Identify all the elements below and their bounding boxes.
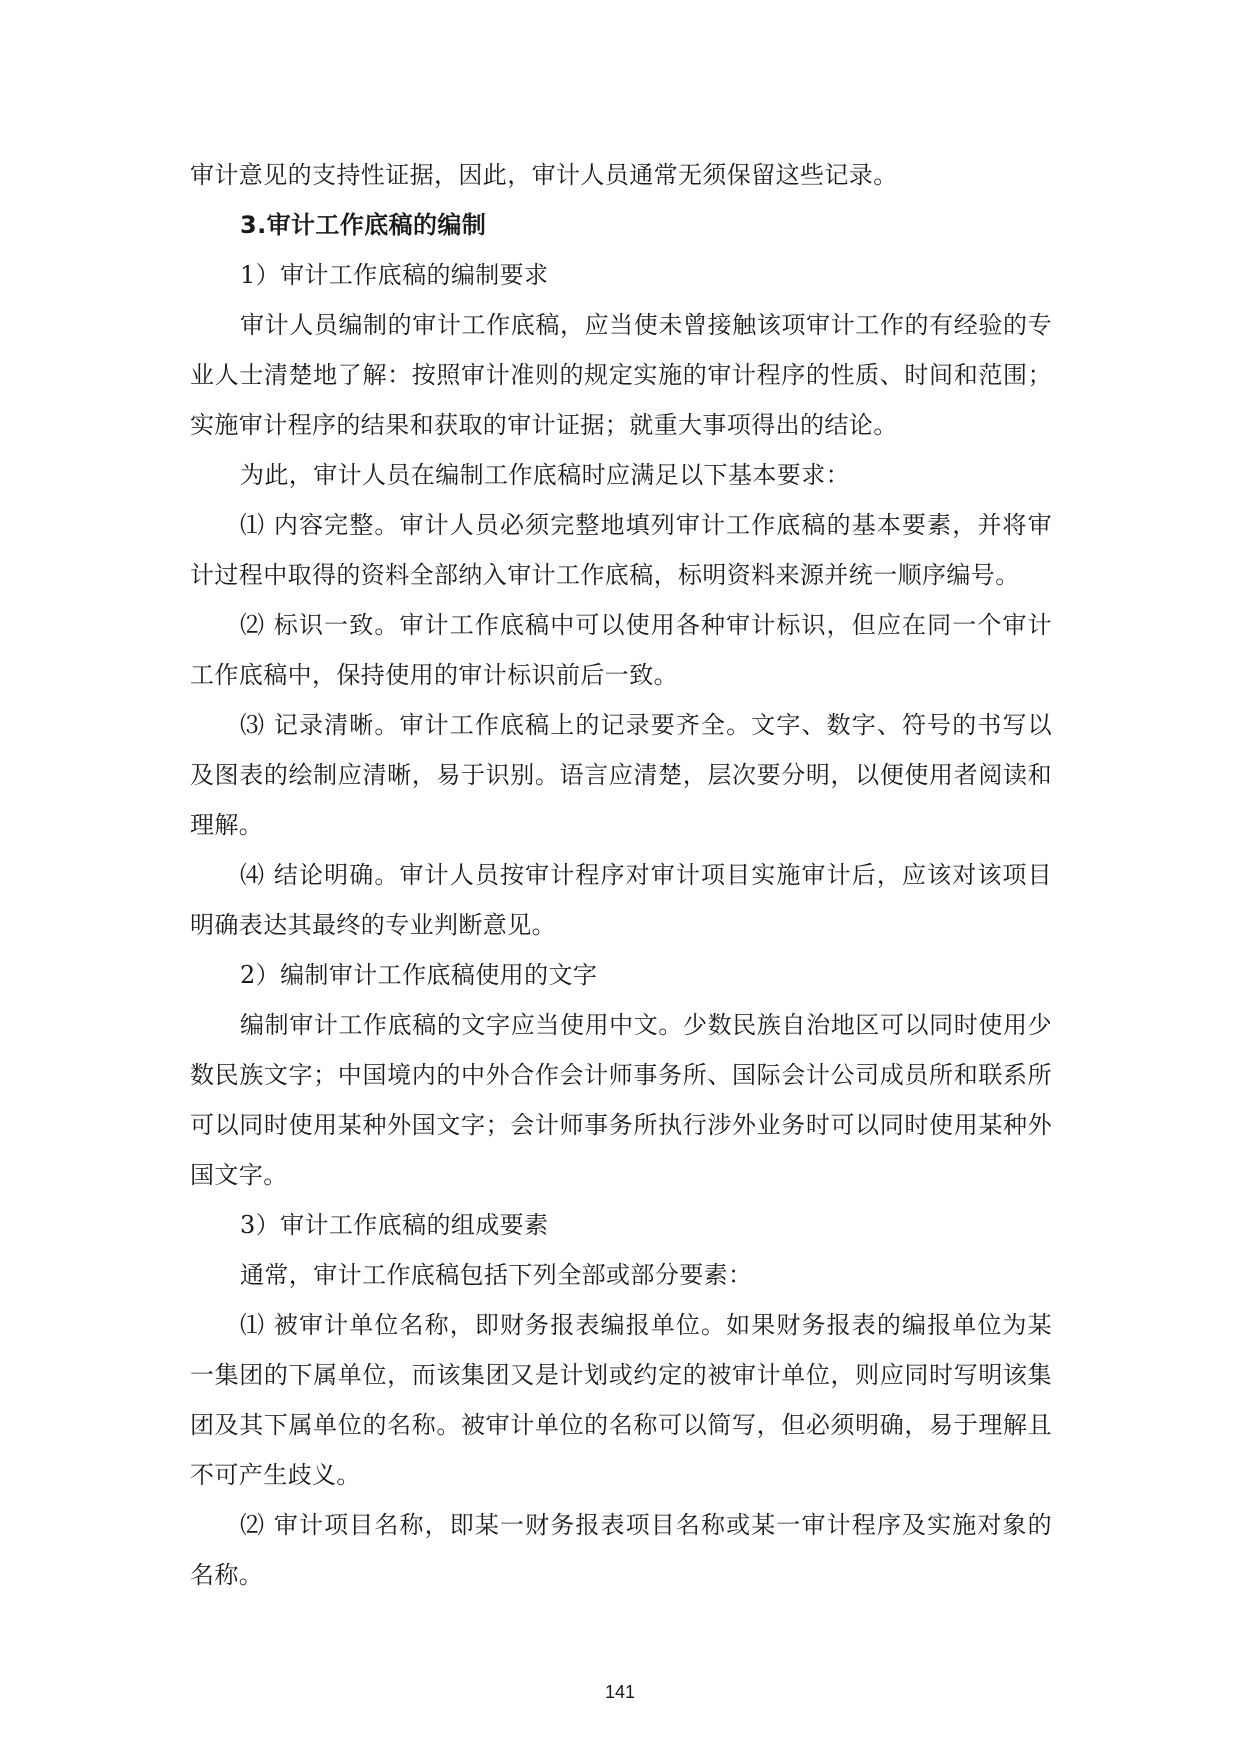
list-item-clear-conclusion: ⑷ 结论明确。审计人员按审计程序对审计项目实施审计后，应该对该项目明确表达其最终的专业判断意见。 [190, 861, 1052, 939]
paragraph-basic-requirements: 为此，审计人员在编制工作底稿时应满足以下基本要求： [240, 461, 850, 489]
list-item-auditee-name: ⑴ 被审计单位名称，即财务报表编报单位。如果财务报表的编报单位为某一集团的下属单位，而该集团又是计划或约定的被审计单位，则应同时写明该集团及其下属单位的名称。被审计单位的名称可以简写，但必须明确，易于理解且不可产生歧义。 [190, 1311, 1052, 1489]
subheading-language: 2）编制审计工作底稿使用的文字 [240, 961, 598, 989]
paragraph-elements-intro: 通常，审计工作底稿包括下列全部或部分要素： [240, 1261, 753, 1289]
subheading-requirements: 1）审计工作底稿的编制要求 [240, 261, 549, 289]
list-item-complete-content: ⑴ 内容完整。审计人员必须完整地填列审计工作底稿的基本要素，并将审计过程中取得的资料全部纳入审计工作底稿，标明资料来源并统一顺序编号。 [190, 511, 1052, 589]
list-item-clear-records: ⑶ 记录清晰。审计工作底稿上的记录要齐全。文字、数字、符号的书写以及图表的绘制应清晰，易于识别。语言应清楚，层次要分明，以便使用者阅读和理解。 [190, 711, 1052, 839]
section-heading: 3.审计工作底稿的编制 [240, 211, 487, 239]
paragraph-continuation: 审计意见的支持性证据，因此，审计人员通常无须保留这些记录。 [190, 161, 898, 189]
list-item-consistent-marks: ⑵ 标识一致。审计工作底稿中可以使用各种审计标识，但应在同一个审计工作底稿中，保持使用的审计标识前后一致。 [190, 611, 1052, 689]
list-item-audit-item-name: ⑵ 审计项目名称，即某一财务报表项目名称或某一审计程序及实施对象的名称。 [190, 1511, 1052, 1589]
page-number: 141 [604, 1682, 636, 1702]
paragraph-language: 编制审计工作底稿的文字应当使用中文。少数民族自治地区可以同时使用少数民族文字；中国境内的中外合作会计师事务所、国际会计公司成员所和联系所可以同时使用某种外国文字；会计师事务所执行涉外业务时可以同时使用某种外国文字。 [190, 1011, 1052, 1189]
document-body [190, 150, 1052, 1600]
paragraph-requirements-intro: 审计人员编制的审计工作底稿，应当使未曾接触该项审计工作的有经验的专业人士清楚地了解：按照审计准则的规定实施的审计程序的性质、时间和范围；实施审计程序的结果和获取的审计证据；就重大事项得出的结论。 [190, 311, 1052, 439]
subheading-elements: 3）审计工作底稿的组成要素 [240, 1211, 549, 1239]
